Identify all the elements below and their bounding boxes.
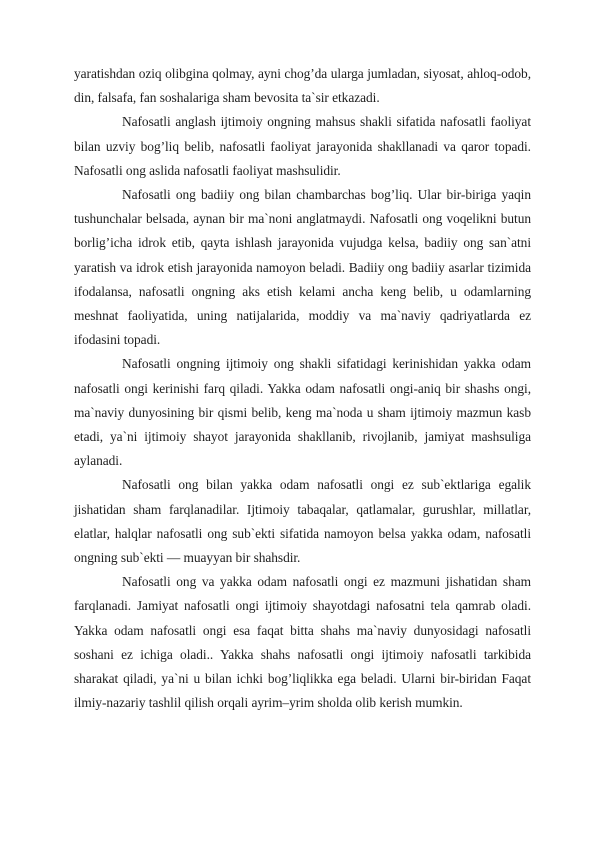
paragraph: Nafosatli ong bilan yakka odam nafosatli ongi ez sub`ektlariga egalik jishatidan sham farqlanadilar. Ijtimoiy tabaqalar, qatlamalar, gurushlar, millatlar, elatlar, halqlar nafosatli ong sub`ekti sifatida namoyon belsa yakka odam, nafosatli ongning sub`ekti — muayyan bir shahsdir. <box>74 477 531 566</box>
paragraph: Nafosatli anglash ijtimoiy ongning mahsus shakli sifatida nafosatli faoliyat bilan uzviy bog’liq belib, nafosatli faoliyat jarayonida shakllanadi va qaror topadi. Nafosatli ong aslida nafosatli faoliyat mashsulidir. <box>74 114 531 178</box>
paragraph-continuation: yaratishdan oziq olibgina qolmay, ayni chog’da ularga jumladan, siyosat, ahloq-odob, din, falsafa, fan soshalariga sham bevosita ta`sir etkazadi. <box>74 66 531 106</box>
paragraph: Nafosatli ongning ijtimoiy ong shakli sifatidagi kerinishidan yakka odam nafosatli ongi kerinishi farq qiladi. Yakka odam nafosatli ongi-aniq bir shashs ongi, ma`naviy dunyosining bir qismi belib, keng ma`noda u sham ijtimoiy mazmun kasb etadi, ya`ni ijtimoiy shayot jarayonida shakllanib, rivojlanib, jamiyat mashsuliga aylanadi. <box>74 356 531 469</box>
body-text <box>74 62 531 715</box>
paragraph: Nafosatli ong badiiy ong bilan chambarchas bog’liq. Ular bir-biriga yaqin tushunchalar belsada, aynan bir ma`noni anglatmaydi. Nafosatli ong voqelikni butun borlig’icha idrok etib, qayta ishlash jarayonida vujudga kelsa, badiiy ong san`atni yaratish va idrok etish jarayonida namoyon beladi. Badiiy ong badiiy asarlar tizimida ifodalansa, nafosatli ongning aks etish kelami ancha keng belib, u odamlarning meshnat faoliyatida, uning natijalarida, moddiy va ma`naviy qadriyatlarda ez ifodasini topadi. <box>74 187 531 348</box>
paragraph: Nafosatli ong va yakka odam nafosatli ongi ez mazmuni jishatidan sham farqlanadi. Jamiyat nafosatli ongi ijtimoiy shayotdagi nafosatni tela qamrab oladi. Yakka odam nafosatli ongi esa faqat bitta shahs ma`naviy dunyosidagi nafosatli soshani ez ichiga oladi.. Yakka shahs nafosatli ongi ijtimoiy nafosatli tarkibida sharakat qiladi, ya`ni u bilan ichki bog’liqlikka ega beladi. Ularni bir-biridan Faqat ilmiy-nazariy tashlil qilish orqali ayrim–yrim sholda olib kerish mumkin. <box>74 574 531 711</box>
